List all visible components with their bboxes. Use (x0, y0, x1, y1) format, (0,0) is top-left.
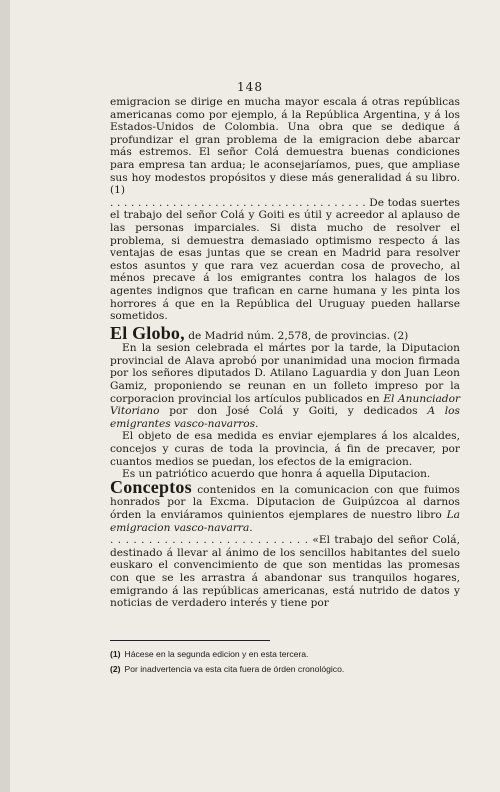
footnote-2-mark: (2) (110, 664, 121, 674)
page-edge (0, 0, 10, 792)
paragraph-6: Es un patriótico acuerdo que honra á aquella Diputacion. (122, 468, 431, 481)
el-globo-citation: de Madrid núm. 2,578, de provincias. (188, 329, 390, 342)
paragraph-4 (110, 342, 460, 430)
footnote-1-mark: (1) (110, 649, 121, 659)
paragraph-7-italic: La emigracion vasco-navarra. (110, 509, 460, 534)
page-number: 148 (237, 80, 263, 94)
footnote-1-text: Hácese en la segunda edicion y en esta tercera. (124, 649, 309, 659)
paragraph-8: . . . . . . . . . . . . . . . . . . . . . . . . . . «El trabajo del señor Colá, destinado á llevar al ánimo de los sencillos habitantes del suelo euskaro el convencimiento de que son mentidas las promesas con que se les arrastra á abandonar sus tranquilos hogares, emigrando á las repúblicas americanas, está nutrido de datos y noticias de verdadero interés y tiene por (110, 534, 460, 610)
paragraph-7 (110, 476, 460, 534)
paragraph-3 (110, 322, 460, 343)
footnote-rule (110, 640, 270, 641)
paragraph-4-italic-2: A los emigrantes vasco-navarros. (110, 405, 460, 430)
paragraph-5: El objeto de esa medida es enviar ejemplares á los alcaldes, concejos y curas de toda la provincia, á fin de precaver, por cuantos medios se puedan, los efectos de la emigracion. (110, 430, 460, 468)
footnote-2 (110, 662, 460, 677)
paragraph-1-text: emigracion se dirige en mucha mayor escala á otras repúblicas americanas como por ejemplo, á la República Argentina, y á los Estados-Unidos de Colombia. Una obra que se dedique á profundizar el gran problema de la emigracion debe abarcar más estremos. El señor Colá demuestra buenas condiciones para empresa tan ardua; le aconsejaríamos, pues, que ampliase sus hoy modestos propósitos y diese más generalidad á su libro. (110, 96, 460, 184)
paragraph-4-italic-1: El Anunciador Vitoriano (110, 392, 461, 418)
footnotes (110, 640, 460, 677)
paragraph-1 (110, 96, 460, 197)
el-globo-heading: El Globo, (110, 322, 185, 343)
conceptos-heading: Conceptos (110, 476, 192, 497)
footnote-2-text: Por inadvertencia va esta cita fuera de órden cronológico. (124, 664, 345, 674)
footnote-1 (110, 647, 460, 662)
footnote-ref-2: (2) (393, 329, 409, 342)
paragraph-7-text: contenidos en la comunicacion con que fuimos honrados por la Excma. Diputacion de Guipúzcoa al darnos órden la enviáramos quinientos ejemplares de nuestro libro (110, 483, 460, 521)
body-text (110, 96, 460, 610)
footnote-ref-1: (1) (110, 184, 126, 197)
paragraph-2: . . . . . . . . . . . . . . . . . . . . . . . . . . . . . . . . . . . . . De todas suertes el trabajo del señor Colá y Goiti es útil y acreedor al aplauso de las personas imparciales. Si dista mucho de resolver el problema, si demuestra demasiado optimismo respecto á las ventajas de esas juntas que se crean en Madrid para resolver estos asuntos y que rara vez acuerdan cosa de provecho, al ménos precave á los emigrantes contra los halagos de los agentes indignos que trafican en carne humana y les pinta los horrores á que en la República del Uruguay pueden hallarse sometidos. (110, 196, 460, 323)
paragraph-4-mid: por don José Colá y Goiti, y dedicados (169, 405, 418, 418)
paragraph-4-text: En la sesion celebrada el mártes por la tarde, la Diputacion provincial de Alava aprobó por unanimidad una mocion firmada por los señores diputados D. Atilano Laguardia y don Juan Leon Gamiz, proponiendo se reunan en un folleto impreso por la corporacion provincial los artículos publicados en (110, 342, 460, 405)
